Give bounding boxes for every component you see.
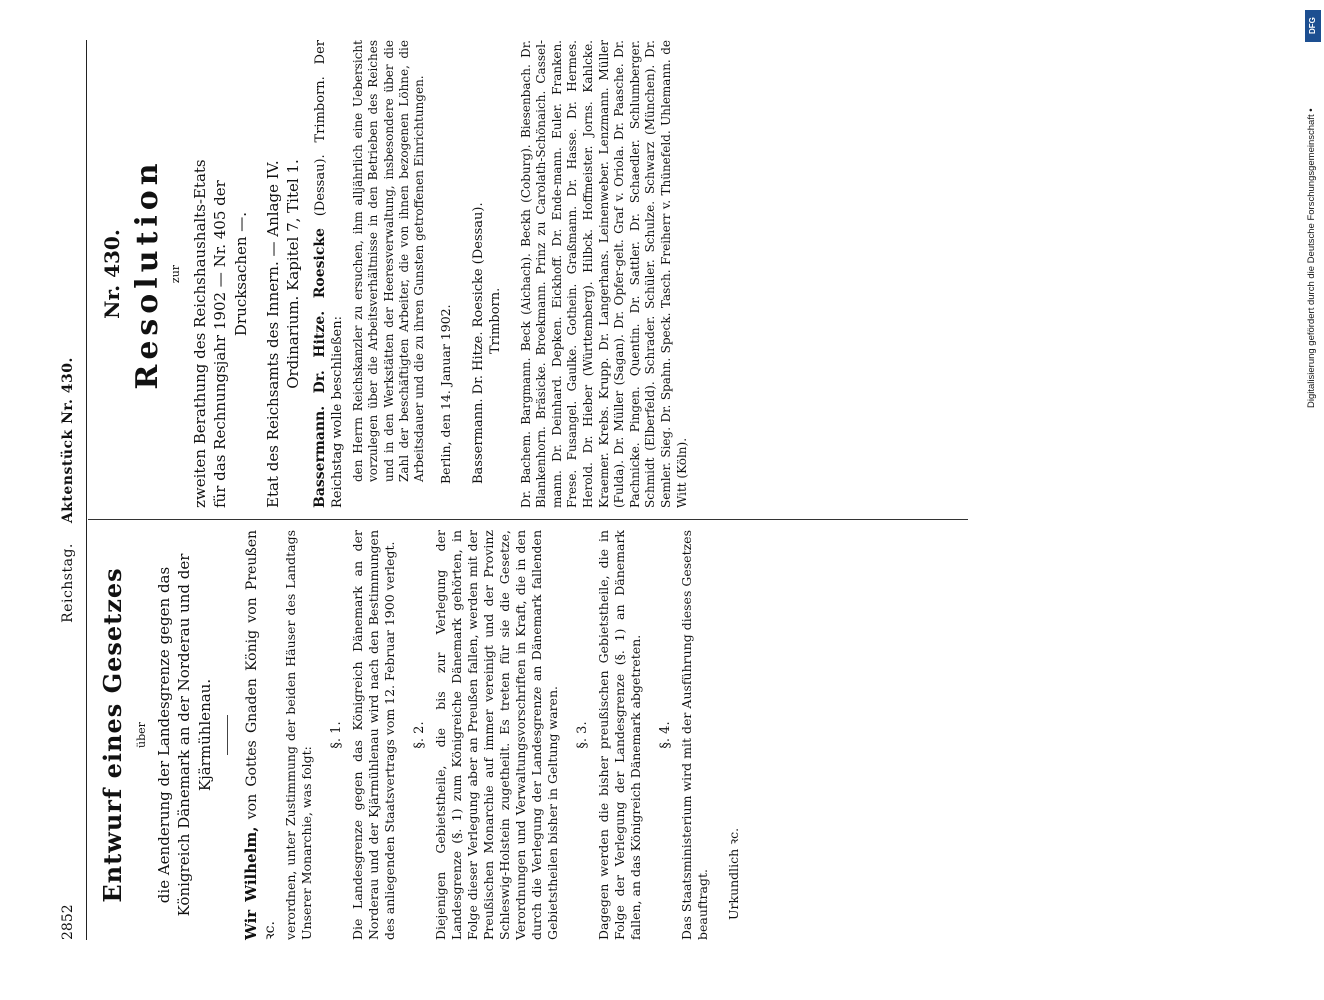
section-4-label: §. 4. <box>658 721 674 749</box>
signers-line-1: Bassermann. Dr. Hitze. Roesicke (Dessau). <box>470 202 486 484</box>
digitization-watermark <box>1302 8 1324 992</box>
running-title: Reichstag. <box>60 543 76 623</box>
resolution-line-3: Drucksachen —. <box>231 211 250 337</box>
closing-formula: Urkundlich ꝛc. <box>726 827 742 920</box>
page-header <box>60 40 84 940</box>
section-4-text: Das Staatsministerium wird mit der Ausführung dieses Gesetzes beauftragt. <box>679 530 711 940</box>
place-date: Berlin, den 14. Januar 1902. <box>437 304 453 484</box>
document-number: Aktenstück Nr. 430. <box>60 357 76 524</box>
column-divider <box>88 519 968 520</box>
left-column-bill <box>98 530 742 940</box>
header-rule <box>86 40 87 940</box>
resolution-line-2: für das Rechnungsjahr 1902 — Nr. 405 der <box>211 180 230 508</box>
page-number: 2852 <box>60 904 76 940</box>
bill-ueber: über <box>135 722 148 748</box>
motion-names: Bassermann. Dr. Hitze. Roesicke <box>312 228 329 508</box>
section-2-text: Diejenigen Gebietstheile, die bis zur Verlegung der Landesgrenze (§. 1) zum Königreiche Dänemark gehörten, in Folge dieser Verlegung aber an Preußen fallen, werden mit der Preußischen Monarchie auf immer vereinigt und der Provinz Schleswig-Holstein zugetheilt. Es treten für sie die Gesetze, Verordnungen und Verwaltungsvorschriften in Kraft, die in den durch die Verlegung der Landesgrenze an Dänemark fallenden Gebietstheilen bisher in Geltung waren. <box>433 530 561 940</box>
preamble-rest: von Gottes Gnaden König von Preußen ꝛc. <box>243 529 279 940</box>
section-2-label: §. 2. <box>412 721 428 749</box>
resolution-zur: zur <box>169 264 182 284</box>
supporters-list: Dr. Bachem. Bargmann. Beck (Aichach). Beckh (Coburg). Biesenbach. Dr. Blankenhorn. Bräsicke. Broekmann. Prinz zu Carolath-Schönaich. Cassel-mann. Dr. Deinhard. Depken. Eickhoff. Dr. Ende-mann. Euler. Franken. Frese. Fusangel. Gaulke. Gothein. Graßmann. Dr. Hasse. Dr. Hermes. Herold. Dr. Hieber (Württemberg). Hilbck. Hoffmeister. Jorns. Kahlcke. Kraemer. Krebs. Krupp. Dr. Langerhans. Leinenweber. Lenzmann. Müller (Fulda). Dr. Müller (Sagan). Dr. Opfer-gelt. Graf v. Oriola. Dr. Paasche. Dr. Pachnicke. Pingen. Quentin. Dr. Sattler. Dr. Schaedler. Schlumberger. Schmidt (Elberfeld). Schrader. Schüler. Schulze. Schwarz (München). Dr. Semler. Sieg. Dr. Spahn. Speck. Tasch. Freiherr v. Thünefeld. Uhlemann. de Witt (Köln). <box>518 40 689 508</box>
preamble-line2: verordnen, unter Zustimmung der beiden Häuser des Landtags Unserer Monarchie, was folgt: <box>283 530 315 940</box>
section-3-label: §. 3. <box>575 721 591 749</box>
right-column-resolution <box>98 40 690 508</box>
resolution-number: Nr. 430. <box>100 229 124 319</box>
bill-title: Entwurf eines Gesetzes <box>98 567 127 903</box>
section-1-text: Die Landesgrenze gegen das Königreich Dänemark an der Norderau und der Kjärmühlenau wird nach den Bestimmungen des anliegenden Staatsvertrags vom 12. Februar 1900 verlegt. <box>350 530 398 940</box>
section-1-label: §. 1. <box>329 721 345 749</box>
motion-rest: (Dessau). Trimborn. Der Reichstag wolle beschließen: <box>313 40 346 508</box>
resolution-line-1: zweiten Berathung des Reichshaushalts-Etats <box>191 159 209 508</box>
signers <box>471 40 505 484</box>
separator <box>227 715 228 755</box>
signers-line-2: Trimborn. <box>487 287 503 354</box>
document-page <box>40 40 1000 940</box>
dfg-logo: DFG <box>1305 10 1321 42</box>
preamble-name: Wir Wilhelm, <box>241 826 260 940</box>
resolution-line-5: Ordinarium. Kapitel 7, Titel 1. <box>284 159 302 389</box>
preamble <box>242 530 280 940</box>
running-header <box>60 40 76 940</box>
section-3-text: Dagegen werden die bisher preußischen Gebietstheile, die in Folge der Verlegung der Landesgrenze (§. 1) an Dänemark fallen, an das Königreich Dänemark abgetreten. <box>596 530 644 940</box>
resolution-title: Resolution <box>130 158 165 390</box>
bill-subject: die Aenderung der Landesgrenze gegen das Königreich Dänemark an der Norderau und der Kjärmühlenau. <box>155 553 214 917</box>
motion-intro <box>311 40 347 508</box>
motion-text: den Herrn Reichskanzler zu ersuchen, ihm alljährlich eine Uebersicht vorzulegen über die Arbeitsverhältnisse in den Betrieben des Reiches und in den Werkstätten der Heeresverwaltung, insbesondere über die Zahl der beschäftigten Arbeiter, die von ihnen bezogenen Löhne, die Arbeitsdauer und die zu ihren Gunsten getroffenen Einrichtungen. <box>351 40 427 482</box>
dfg-credit: Digitalisierung gefördert durch die Deutsche Forschungsgemeinschaft • <box>1306 108 1317 408</box>
resolution-line-4: Etat des Reichsamts des Innern. — Anlage IV. <box>263 160 282 508</box>
